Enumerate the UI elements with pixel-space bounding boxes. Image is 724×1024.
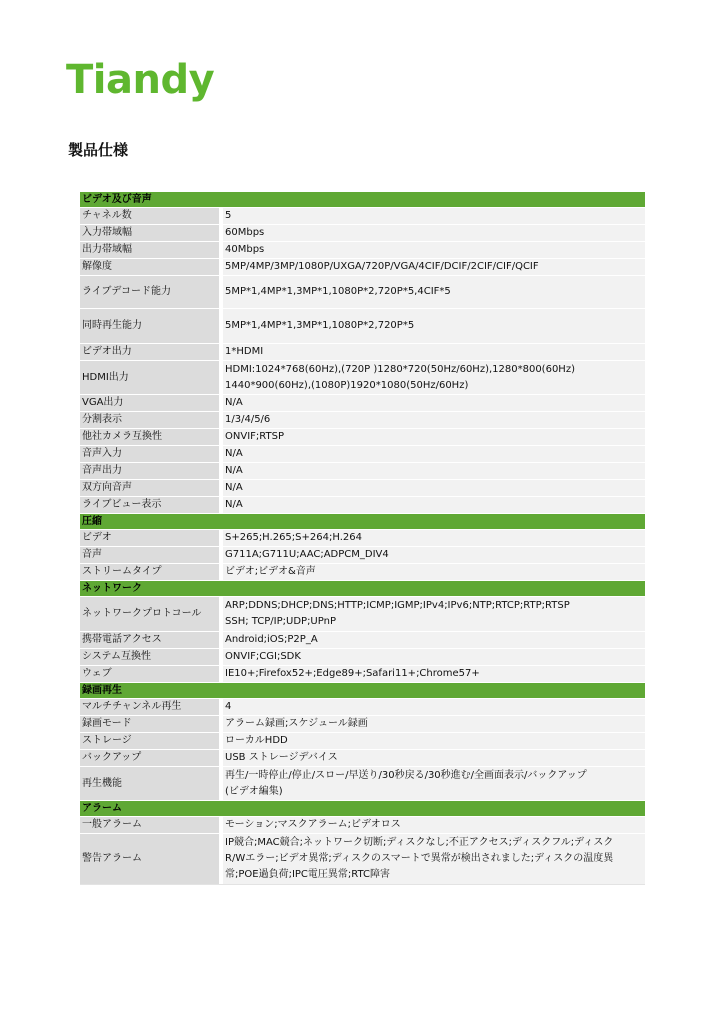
spec-value — [223, 361, 645, 394]
spec-value — [223, 309, 645, 343]
spec-label: マルチチャンネル再生 — [80, 699, 219, 715]
section-header-alarm: アラーム — [80, 801, 645, 817]
spec-value — [223, 412, 645, 428]
spec-label: 携帯電話アクセス — [80, 632, 219, 648]
spec-value-line: ONVIF;RTSP — [225, 431, 284, 442]
spec-value-line: 5 — [225, 210, 232, 221]
spec-value — [223, 225, 645, 241]
spec-value — [223, 446, 645, 462]
spec-label: 録画モード — [80, 716, 219, 732]
table-row — [80, 225, 645, 242]
spec-value-line: ビデオ;ビデオ&音声 — [225, 566, 316, 577]
table-row — [80, 344, 645, 361]
spec-value-line: N/A — [225, 397, 243, 408]
table-row — [80, 361, 645, 395]
table-row — [80, 699, 645, 716]
spec-label: バックアップ — [80, 750, 219, 766]
spec-value — [223, 480, 645, 496]
spec-value-line: N/A — [225, 465, 243, 476]
spec-value-line: (ビデオ編集) — [225, 785, 283, 797]
spec-value — [223, 242, 645, 258]
spec-label: システム互換性 — [80, 649, 219, 665]
spec-value-line: ARP;DDNS;DHCP;DNS;HTTP;ICMP;IGMP;IPv4;IPv6;NTP;RTCP;RTP;RTSP — [225, 600, 570, 611]
spec-label: 一般アラーム — [80, 817, 219, 833]
spec-label: HDMI出力 — [80, 361, 219, 394]
spec-label: 双方向音声 — [80, 480, 219, 496]
spec-value-line: N/A — [225, 482, 243, 493]
table-row — [80, 242, 645, 259]
spec-value-line: 40Mbps — [225, 244, 265, 255]
table-row — [80, 666, 645, 683]
spec-value-line: アラーム録画;スケジュール録画 — [225, 718, 368, 729]
table-row — [80, 429, 645, 446]
spec-label: 音声 — [80, 547, 219, 563]
spec-label: 音声入力 — [80, 446, 219, 462]
page-title: 製品仕様 — [68, 141, 129, 159]
spec-value-line: S+265;H.265;S+264;H.264 — [225, 532, 362, 543]
spec-value-line: 1/3/4/5/6 — [225, 414, 271, 425]
spec-value-line: N/A — [225, 448, 243, 459]
section-header-network: ネットワーク — [80, 581, 645, 597]
spec-value-line: 60Mbps — [225, 227, 265, 238]
spec-label: ストリームタイプ — [80, 564, 219, 580]
spec-value-line: G711A;G711U;AAC;ADPCM_DIV4 — [225, 549, 389, 560]
spec-value — [223, 666, 645, 682]
spec-value — [223, 649, 645, 665]
section-header-compression: 圧縮 — [80, 514, 645, 530]
spec-value-line: 1440*900(60Hz),(1080P)1920*1080(50Hz/60Hz) — [225, 379, 469, 391]
spec-value-line: 1*HDMI — [225, 346, 264, 357]
spec-value-line: 4 — [225, 701, 232, 712]
table-row — [80, 446, 645, 463]
spec-value-line: モーション;マスクアラーム;ビデオロス — [225, 819, 401, 830]
spec-value — [223, 716, 645, 732]
tiandy-logo: Tiandy — [66, 57, 215, 103]
table-row — [80, 834, 645, 885]
spec-value — [223, 530, 645, 546]
table-row — [80, 395, 645, 412]
table-row — [80, 597, 645, 632]
spec-value — [223, 395, 645, 411]
spec-value-line: HDMI:1024*768(60Hz),(720P )1280*720(50Hz/60Hz),1280*800(60Hz) — [225, 363, 575, 375]
spec-value-line: Android;iOS;P2P_A — [225, 634, 318, 645]
spec-label: ビデオ — [80, 530, 219, 546]
spec-value-line: ローカルHDD — [225, 735, 288, 746]
table-row — [80, 632, 645, 649]
table-row — [80, 497, 645, 514]
table-row — [80, 733, 645, 750]
spec-value — [223, 429, 645, 445]
spec-value — [223, 817, 645, 833]
section-header-recording-playback: 録画再生 — [80, 683, 645, 699]
table-row — [80, 649, 645, 666]
spec-value — [223, 632, 645, 648]
spec-value-line: R/Wエラー;ビデオ異常;ディスクのスマートで異常が検出されました;ディスクの温度異 — [225, 853, 614, 864]
table-row — [80, 259, 645, 276]
spec-value-line: IP競合;MAC競合;ネットワーク切断;ディスクなし;不正アクセス;ディスクフル;ディスク — [225, 837, 614, 848]
table-row — [80, 276, 645, 309]
table-row — [80, 767, 645, 801]
section-header-video-audio: ビデオ及び音声 — [80, 192, 645, 208]
spec-value-line: 5MP/4MP/3MP/1080P/UXGA/720P/VGA/4CIF/DCIF/2CIF/CIF/QCIF — [225, 261, 539, 272]
spec-value-line: USB ストレージデバイス — [225, 752, 338, 763]
table-row — [80, 716, 645, 733]
table-row — [80, 309, 645, 344]
spec-value — [223, 834, 645, 884]
table-row — [80, 208, 645, 225]
spec-label: ライブビュー表示 — [80, 497, 219, 513]
spec-label: ライブデコード能力 — [80, 276, 219, 308]
spec-value-line: 常;POE過負荷;IPC電圧異常;RTC障害 — [225, 869, 391, 880]
spec-value-line: IE10+;Firefox52+;Edge89+;Safari11+;Chrome57+ — [225, 668, 480, 679]
spec-label: 入力帯域幅 — [80, 225, 219, 241]
spec-value — [223, 344, 645, 360]
spec-value — [223, 276, 645, 308]
spec-value — [223, 564, 645, 580]
table-row — [80, 750, 645, 767]
spec-value — [223, 547, 645, 563]
spec-label: 分割表示 — [80, 412, 219, 428]
table-row — [80, 817, 645, 834]
spec-label: VGA出力 — [80, 395, 219, 411]
spec-value — [223, 497, 645, 513]
table-row — [80, 530, 645, 547]
spec-value — [223, 767, 645, 800]
spec-label: ストレージ — [80, 733, 219, 749]
spec-value-line: SSH; TCP/IP;UDP;UPnP — [225, 616, 336, 627]
spec-value-line: ONVIF;CGI;SDK — [225, 651, 301, 662]
spec-value — [223, 208, 645, 224]
spec-value — [223, 463, 645, 479]
spec-value-line: 5MP*1,4MP*1,3MP*1,1080P*2,720P*5 — [225, 320, 415, 331]
spec-value-line: 再生/一時停止/停止/スロー/早送り/30秒戻る/30秒進む/全画面表示/バックアップ — [225, 769, 587, 781]
spec-label: チャネル数 — [80, 208, 219, 224]
spec-label: 出力帯域幅 — [80, 242, 219, 258]
spec-label: 再生機能 — [80, 767, 219, 800]
spec-label: 警告アラーム — [80, 834, 219, 884]
spec-value-line: 5MP*1,4MP*1,3MP*1,1080P*2,720P*5,4CIF*5 — [225, 286, 451, 297]
spec-label: 解像度 — [80, 259, 219, 275]
table-row — [80, 412, 645, 429]
spec-label: ビデオ出力 — [80, 344, 219, 360]
spec-table — [80, 192, 645, 885]
spec-label: 同時再生能力 — [80, 309, 219, 343]
spec-value — [223, 750, 645, 766]
spec-label: ネットワークプロトコール — [80, 597, 219, 631]
spec-value-line: N/A — [225, 499, 243, 510]
spec-value — [223, 733, 645, 749]
table-row — [80, 547, 645, 564]
spec-value — [223, 699, 645, 715]
spec-label: 他社カメラ互換性 — [80, 429, 219, 445]
spec-value — [223, 259, 645, 275]
spec-label: 音声出力 — [80, 463, 219, 479]
table-row — [80, 463, 645, 480]
table-row — [80, 564, 645, 581]
spec-value — [223, 597, 645, 631]
spec-label: ウェブ — [80, 666, 219, 682]
table-row — [80, 480, 645, 497]
